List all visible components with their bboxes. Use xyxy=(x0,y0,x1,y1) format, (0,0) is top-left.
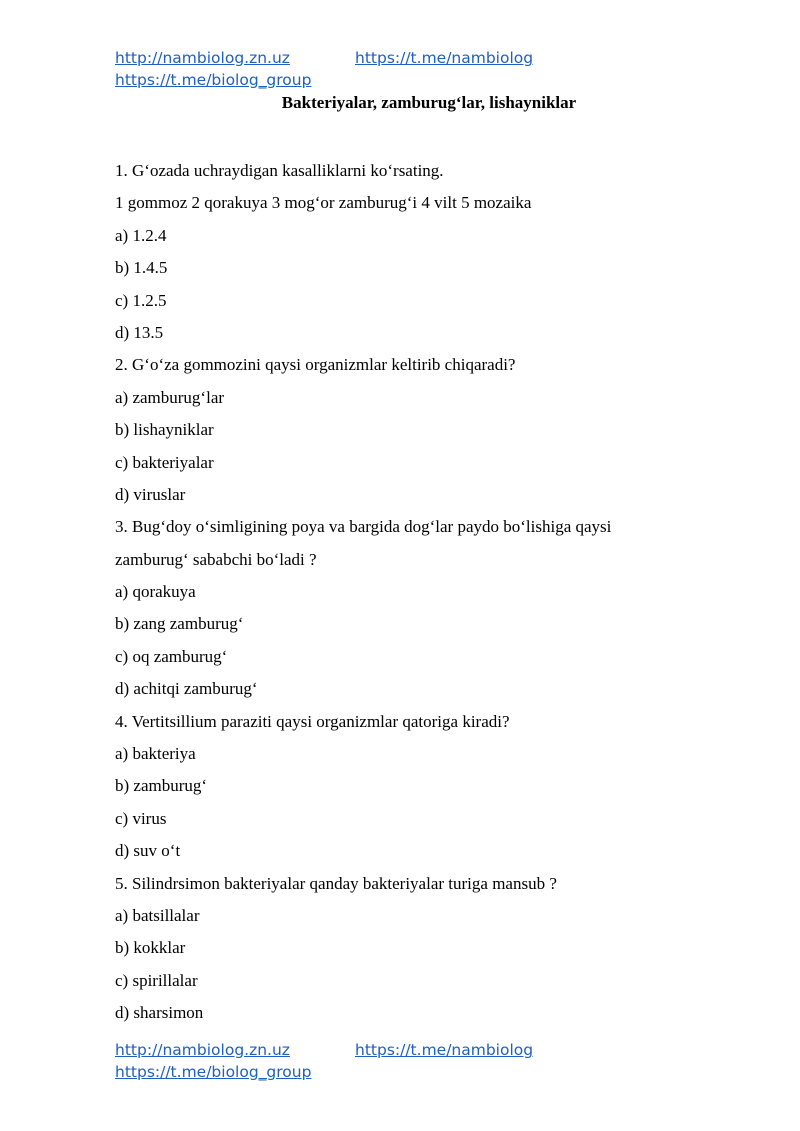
quiz-line: c) 1.2.5 xyxy=(115,290,167,310)
quiz-line: c) bakteriyalar xyxy=(115,452,214,472)
header-link-nambiolog-site[interactable]: http://nambiolog.zn.uz xyxy=(115,49,290,67)
quiz-line: b) zang zamburug‘ xyxy=(115,614,244,634)
quiz-line: c) oq zamburug‘ xyxy=(115,646,228,666)
quiz-line: d) suv o‘t xyxy=(115,841,181,861)
footer-links xyxy=(115,1039,533,1083)
quiz-line: zamburug‘ sababchi bo‘ladi ? xyxy=(115,549,317,569)
quiz-line: 4. Vertitsillium paraziti qaysi organizmlar qatoriga kiradi? xyxy=(115,711,510,731)
header-links xyxy=(115,47,533,91)
document-title: Bakteriyalar, zamburug‘lar, lishayniklar xyxy=(281,93,577,112)
quiz-line: 3. Bug‘doy o‘simligining poya va bargida dog‘lar paydo bo‘lishiga qaysi xyxy=(115,517,612,537)
footer-link-nambiolog-site[interactable]: http://nambiolog.zn.uz xyxy=(115,1041,290,1059)
quiz-line: d) achitqi zamburug‘ xyxy=(115,679,258,699)
footer-link-telegram-nambiolog[interactable]: https://t.me/nambiolog xyxy=(355,1041,534,1059)
quiz-content xyxy=(115,155,715,1030)
quiz-line: 2. G‘o‘za gommozini qaysi organizmlar keltirib chiqaradi? xyxy=(115,355,516,375)
header-link-telegram-nambiolog[interactable]: https://t.me/nambiolog xyxy=(355,49,534,67)
quiz-line: a) 1.2.4 xyxy=(115,225,167,245)
quiz-line: b) lishayniklar xyxy=(115,420,214,440)
quiz-line: c) spirillalar xyxy=(115,970,198,990)
quiz-line: 1 gommoz 2 qorakuya 3 mog‘or zamburug‘i 4 vilt 5 mozaika xyxy=(115,193,532,213)
quiz-line: 5. Silindrsimon bakteriyalar qanday bakteriyalar turiga mansub ? xyxy=(115,873,557,893)
header-link-telegram-biolog-group[interactable]: https://t.me/biolog_group xyxy=(115,71,312,89)
quiz-line: a) bakteriya xyxy=(115,744,196,764)
quiz-line: a) qorakuya xyxy=(115,582,196,602)
quiz-line: c) virus xyxy=(115,808,167,828)
quiz-line: d) sharsimon xyxy=(115,1003,204,1023)
quiz-line: d) 13.5 xyxy=(115,322,164,342)
quiz-line: 1. G‘ozada uchraydigan kasalliklarni ko‘rsating. xyxy=(115,161,444,180)
quiz-line: b) zamburug‘ xyxy=(115,776,208,796)
quiz-line: a) zamburug‘lar xyxy=(115,387,225,407)
quiz-line: a) batsillalar xyxy=(115,905,200,925)
quiz-line: b) kokklar xyxy=(115,938,186,958)
quiz-line: b) 1.4.5 xyxy=(115,258,168,278)
footer-link-telegram-biolog-group[interactable]: https://t.me/biolog_group xyxy=(115,1063,312,1081)
quiz-line: d) viruslar xyxy=(115,484,186,504)
